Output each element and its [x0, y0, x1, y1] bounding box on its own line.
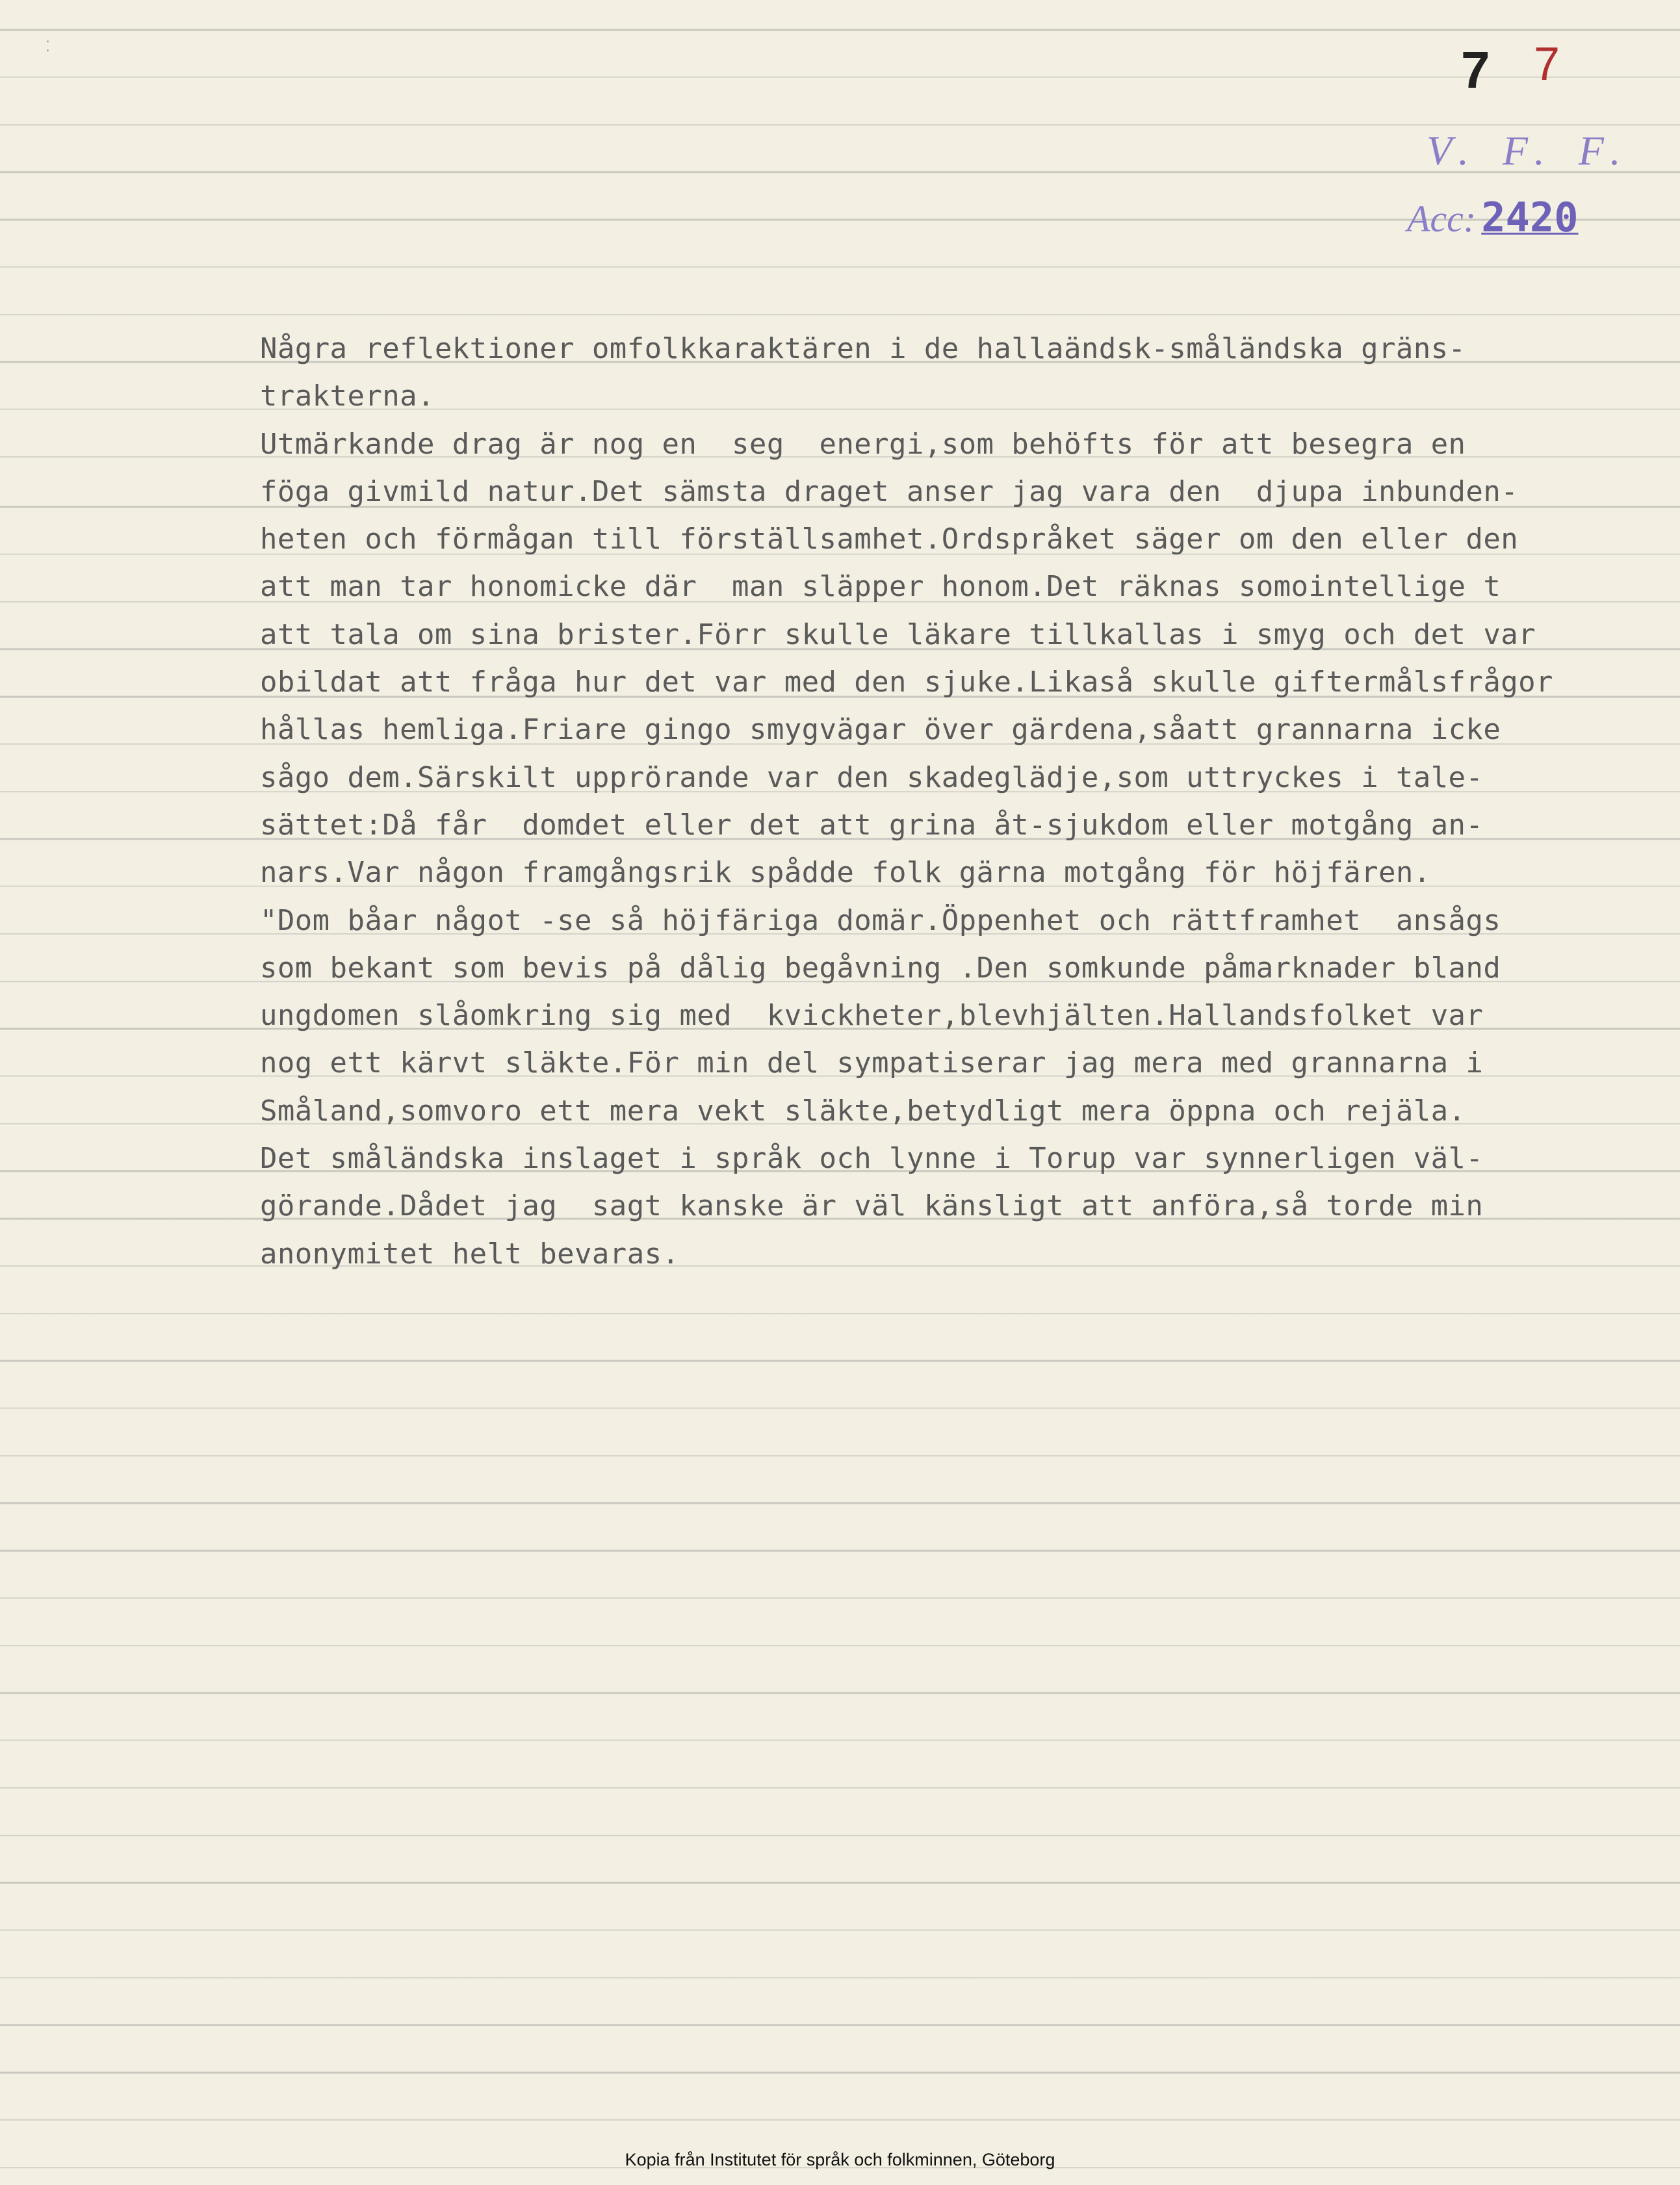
- accession-label: Acc:: [1407, 198, 1477, 240]
- text-line: sättet:Då får domdet eller det att grina åt-sjukdom eller motgång an-: [260, 808, 1484, 842]
- text-line: ungdomen slåomkring sig med kvickheter,blevhjälten.Hallandsfolket var: [260, 999, 1484, 1033]
- text-line: nars.Var någon framgångsrik spådde folk gärna motgång för höjfären.: [260, 856, 1431, 890]
- text-line: Det småländska inslaget i språk och lynne i Torup var synnerligen väl-: [260, 1142, 1484, 1176]
- archive-footer: Kopia från Institutet för språk och folkminnen, Göteborg: [625, 2150, 1055, 2169]
- text-line: trakterna.: [260, 380, 435, 413]
- text-line: heten och förmågan till förställsamhet.Ordspråket säger om den eller den: [260, 523, 1519, 556]
- accession-stamp: [1407, 194, 1579, 241]
- red-check-mark: 7: [1534, 38, 1560, 90]
- text-line: hållas hemliga.Friare gingo smygvägar över gärdena,såatt grannarna icke: [260, 713, 1501, 747]
- text-line: att tala om sina brister.Förr skulle läkare tillkallas i smyg och det var: [260, 617, 1536, 651]
- margin-mark: ⁚: [45, 39, 50, 55]
- archive-stamp-vff: V. F. F.: [1427, 127, 1633, 174]
- text-line: sågo dem.Särskilt upprörande var den skadeglädje,som uttryckes i tale-: [260, 760, 1484, 794]
- page-number: 7: [1461, 41, 1490, 99]
- text-line: Utmärkande drag är nog en seg energi,som behöfts för att besegra en: [260, 427, 1466, 461]
- text-line: Småland,somvoro ett mera vekt släkte,betydligt mera öppna och rejäla.: [260, 1094, 1466, 1128]
- text-line: att man tar honomicke där man släpper honom.Det räknas somointellige t: [260, 570, 1501, 604]
- text-line: nog ett kärvt släkte.För min del sympatiserar jag mera med grannarna i: [260, 1046, 1484, 1080]
- text-line: föga givmild natur.Det sämsta draget anser jag vara den djupa inbunden-: [260, 474, 1519, 508]
- typewritten-body: [260, 325, 1677, 1278]
- text-line: anonymitet helt bevaras.: [260, 1237, 680, 1271]
- text-line: görande.Dådet jag sagt kanske är väl känsligt att anföra,så torde min: [260, 1189, 1484, 1223]
- accession-number: 2420: [1481, 194, 1579, 241]
- text-line: Några reflektioner omfolkkaraktären i de hallaändsk-småländska gräns-: [260, 332, 1466, 365]
- text-line: "Dom båar något -se så höjfäriga domär.Öppenhet och rättframhet ansågs: [260, 903, 1501, 937]
- text-line: obildat att fråga hur det var med den sjuke.Likaså skulle giftermålsfrågor: [260, 666, 1553, 699]
- text-line: som bekant som bevis på dålig begåvning .Den somkunde påmarknader bland: [260, 951, 1501, 985]
